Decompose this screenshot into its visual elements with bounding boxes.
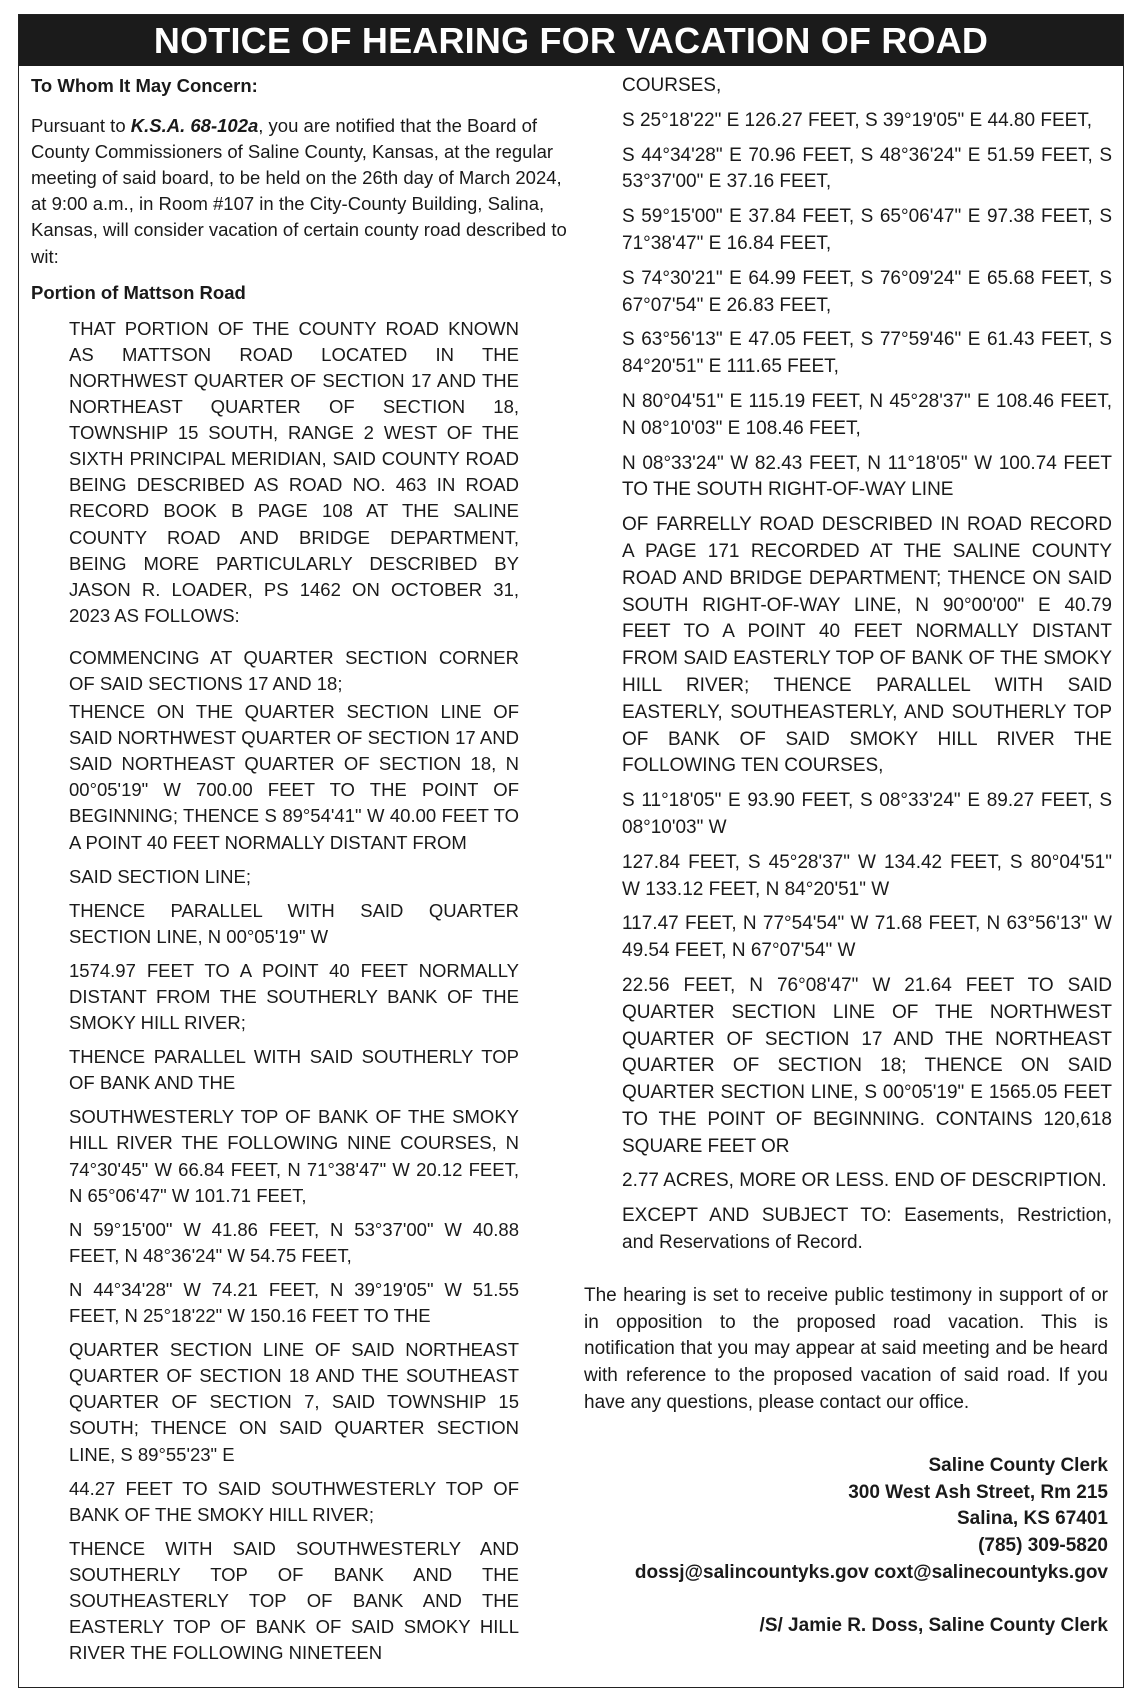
legal-notice xyxy=(18,14,1124,1688)
description-paragraph: N 80°04'51" E 115.19 FEET, N 45°28'37" E 108.46 FEET, N 08°10'03" E 108.46 FEET, xyxy=(622,390,1112,439)
description-paragraph: N 44°34'28" W 74.21 FEET, N 39°19'05" W 51.55 FEET, N 25°18'22" W 150.16 FEET TO THE xyxy=(69,1278,519,1327)
description-paragraph: SOUTHWESTERLY TOP OF BANK OF THE SMOKY HILL RIVER THE FOLLOWING NINE COURSES, N 74°30'45" W 66.84 FEET, N 71°38'47" W 20.12 FEET, N 65°06'47" W 101.71 FEET, xyxy=(69,1106,519,1206)
description-paragraph: S 11°18'05" E 93.90 FEET, S 08°33'24" E 89.27 FEET, S 08°10'03" W xyxy=(622,790,1112,838)
description-paragraph: S 25°18'22" E 126.27 FEET, S 39°19'05" E 44.80 FEET, xyxy=(622,109,1093,131)
description-paragraph: SAID SECTION LINE; xyxy=(69,865,251,887)
description-paragraph: THENCE PARALLEL WITH SAID SOUTHERLY TOP OF BANK AND THE xyxy=(69,1046,519,1094)
right-column xyxy=(584,73,1129,1640)
clerk-emails: dossj@salincountyks.gov coxt@salinecountyks.gov xyxy=(634,1562,1108,1584)
clerk-signature: /S/ Jamie R. Doss, Saline County Clerk xyxy=(759,1614,1108,1636)
description-paragraph: 127.84 FEET, S 45°28'37" W 134.42 FEET, S 80°04'51" W 133.12 FEET, N 84°20'51" W xyxy=(622,851,1112,900)
description-paragraph: QUARTER SECTION LINE OF SAID NORTHEAST QUARTER OF SECTION 18 AND THE SOUTHEAST QUARTER OF SECTION 7, SAID TOWNSHIP 15 SOUTH; THENCE ON SAID QUARTER SECTION LINE, S 89°55'23" E xyxy=(69,1339,519,1465)
description-paragraph: S 74°30'21" E 64.99 FEET, S 76°09'24" E 65.68 FEET, S 67°07'54" E 26.83 FEET, xyxy=(622,267,1112,316)
description-paragraph: 44.27 FEET TO SAID SOUTHWESTERLY TOP OF BANK OF THE SMOKY HILL RIVER; xyxy=(69,1477,519,1525)
clerk-city: Salina, KS 67401 xyxy=(956,1508,1108,1530)
description-paragraph: COMMENCING AT QUARTER SECTION CORNER OF SAID SECTIONS 17 AND 18; xyxy=(69,646,519,694)
description-paragraph: S 44°34'28" E 70.96 FEET, S 48°36'24" E 51.59 FEET, S 53°37'00" E 37.16 FEET, xyxy=(622,144,1112,193)
description-paragraph: THAT PORTION OF THE COUNTY ROAD KNOWN AS MATTSON ROAD LOCATED IN THE NORTHWEST QUARTER OF SECTION 17 AND THE NORTHEAST QUARTER OF SECTION 18, TOWNSHIP 15 SOUTH, RANGE 2 WEST OF THE SIXTH PRINCIPAL MERIDIAN, SAID COUNTY ROAD BEING DESCRIBED AS ROAD NO. 463 IN ROAD RECORD BOOK B PAGE 108 AT THE SALINE COUNTY ROAD AND BRIDGE DEPARTMENT, BEING MORE PARTICULARLY DESCRIBED BY JASON R. LOADER, PS 1462 ON OCTOBER 31, 2023 AS FOLLOWS: xyxy=(69,317,519,626)
intro-after: , you are notified that the Board of County Commissioners of Saline County, Kansas, at the regular meeting of said board, to be held on the 26th day of March 2024, at 9:00 a.m., in Room #107 in the City-County Building, Salina, Kansas, will consider vacation of certain county road described to wit: xyxy=(31,115,567,267)
description-paragraph: 22.56 FEET, N 76°08'47" W 21.64 FEET TO SAID QUARTER SECTION LINE OF THE NORTHWEST QUARTER OF SECTION 17 AND THE NORTHEAST QUARTER OF SECTION 18; THENCE ON SAID QUARTER SECTION LINE, S 00°05'19" E 1565.05 FEET TO THE POINT OF BEGINNING. CONTAINS 120,618 SQUARE FEET OR xyxy=(622,974,1112,1157)
left-column xyxy=(31,73,571,1674)
salutation: To Whom It May Concern: xyxy=(31,75,258,96)
clerk-phone: (785) 309-5820 xyxy=(978,1535,1108,1557)
clerk-address: 300 West Ash Street, Rm 215 xyxy=(848,1481,1108,1503)
description-paragraph: 1574.97 FEET TO A POINT 40 FEET NORMALLY DISTANT FROM THE SOUTHERLY BANK OF THE SMOKY HILL RIVER; xyxy=(69,959,519,1034)
description-paragraph: N 08°33'24" W 82.43 FEET, N 11°18'05" W 100.74 FEET TO THE SOUTH RIGHT-OF-WAY LINE xyxy=(622,452,1112,501)
description-paragraph: S 59°15'00" E 37.84 FEET, S 65°06'47" E 97.38 FEET, S 71°38'47" E 16.84 FEET, xyxy=(622,206,1112,254)
description-paragraph: S 63°56'13" E 47.05 FEET, S 77°59'46" E 61.43 FEET, S 84°20'51" E 111.65 FEET, xyxy=(622,329,1112,378)
road-subheading: Portion of Mattson Road xyxy=(31,281,246,303)
description-paragraph: OF FARRELLY ROAD DESCRIBED IN ROAD RECORD A PAGE 171 RECORDED AT THE SALINE COUNTY ROAD AND BRIDGE DEPARTMENT; THENCE ON SAID SOUTH RIGHT-OF-WAY LINE, N 90°00'00" E 40.79 FEET TO A POINT 40 FEET NORMALLY DISTANT FROM SAID EASTERLY TOP OF BANK OF THE SMOKY HILL RIVER; THENCE PARALLEL WITH SAID EASTERLY, SOUTHEASTERLY, AND SOUTHERLY TOP OF BANK OF SAID SMOKY HILL RIVER THE FOLLOWING TEN COURSES, xyxy=(622,514,1112,777)
notice-title: NOTICE OF HEARING FOR VACATION OF ROAD xyxy=(19,15,1123,66)
clerk-office: Saline County Clerk xyxy=(928,1454,1108,1476)
hearing-closing-paragraph: The hearing is set to receive public testimony in support of or in opposition to the proposed road vacation. This is notification that you may appear at said meeting and be heard with reference to the proposed vacation of said road. If you have any questions, please contact our office. xyxy=(584,1284,1108,1414)
intro-before: Pursuant to xyxy=(31,115,131,137)
right-legal-description xyxy=(584,73,1129,1257)
intro-paragraph xyxy=(31,113,571,270)
description-paragraph: THENCE PARALLEL WITH SAID QUARTER SECTION LINE, N 00°05'19" W xyxy=(69,899,519,947)
statute-reference: K.S.A. 68-102a xyxy=(130,115,259,137)
description-paragraph: THENCE ON THE QUARTER SECTION LINE OF SAID NORTHWEST QUARTER OF SECTION 17 AND SAID NORTHEAST QUARTER OF SECTION 18, N 00°05'19" W 700.00 FEET TO THE POINT OF BEGINNING; THENCE S 89°54'41" W 40.00 FEET TO A POINT 40 FEET NORMALLY DISTANT FROM xyxy=(69,701,519,853)
description-paragraph: THENCE WITH SAID SOUTHWESTERLY AND SOUTHERLY TOP OF BANK AND THE SOUTHEASTERLY TOP OF BANK AND THE EASTERLY TOP OF BANK OF SAID SMOKY HILL RIVER THE FOLLOWING NINETEEN xyxy=(69,1537,519,1664)
description-paragraph: 117.47 FEET, N 77°54'54" W 71.68 FEET, N 63°56'13" W 49.54 FEET, N 67°07'54" W xyxy=(622,913,1112,962)
description-paragraph: COURSES, xyxy=(622,75,722,96)
description-paragraph: 2.77 ACRES, MORE OR LESS. END OF DESCRIPTION. xyxy=(622,1170,1107,1192)
description-paragraph: EXCEPT AND SUBJECT TO: Easements, Restriction, and Reservations of Record. xyxy=(622,1205,1112,1254)
description-paragraph: N 59°15'00" W 41.86 FEET, N 53°37'00" W 40.88 FEET, N 48°36'24" W 54.75 FEET, xyxy=(69,1218,519,1266)
left-legal-description xyxy=(31,316,571,1667)
